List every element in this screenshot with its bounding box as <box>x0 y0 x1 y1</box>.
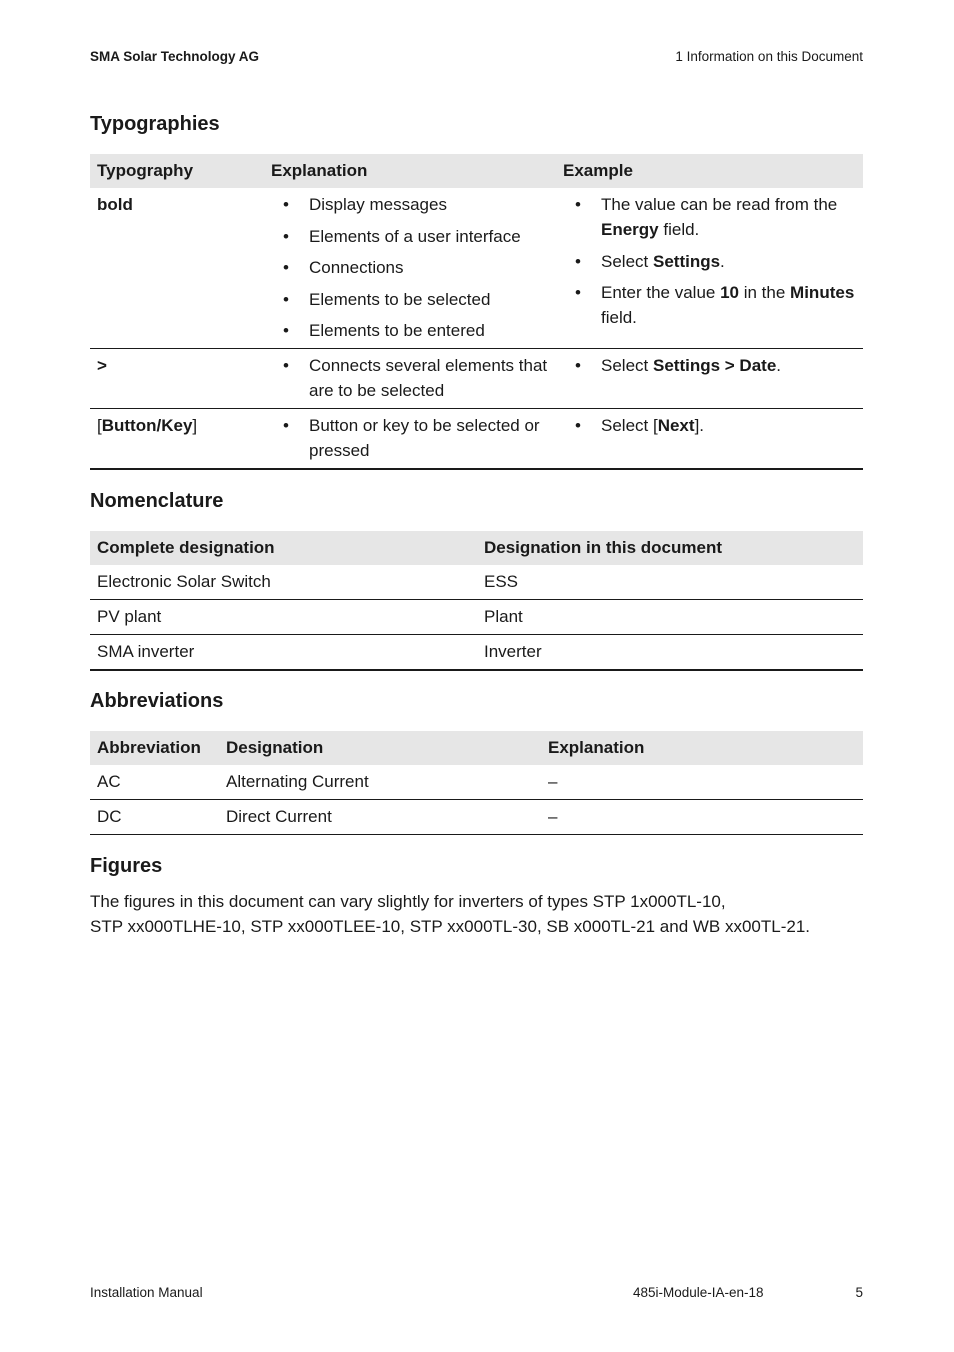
example-list <box>563 413 857 438</box>
example-text: Select [ <box>601 416 658 435</box>
example-list <box>563 353 857 378</box>
example-list <box>563 192 857 330</box>
example-text: field. <box>658 220 700 239</box>
typography-bold: Button/Key <box>101 416 193 435</box>
typography-cell <box>90 349 264 409</box>
header-section: 1 Information on this Document <box>675 49 863 64</box>
table-cell: Plant <box>477 600 863 635</box>
list-item <box>563 353 857 378</box>
list-item: • Button or key to be selected or pressed <box>271 413 550 463</box>
table-row <box>90 409 863 470</box>
table-cell: Direct Current <box>219 800 541 835</box>
table-cell: – <box>541 800 863 835</box>
table-cell: PV plant <box>90 600 477 635</box>
explanation-list <box>271 413 550 463</box>
abbreviations-heading: Abbreviations <box>90 690 224 712</box>
typography-text: [ <box>97 416 102 435</box>
typography-text: ] <box>192 416 198 435</box>
list-item <box>563 192 857 242</box>
example-cell <box>556 188 863 349</box>
table-row <box>90 635 863 671</box>
example-bold: 10 <box>720 283 739 302</box>
example-cell <box>556 409 863 470</box>
column-header-explanation: Explanation <box>541 731 863 765</box>
table-row <box>90 188 863 349</box>
column-header-complete-designation: Complete designation <box>90 531 477 565</box>
figures-line-1: The figures in this document can vary slightly for inverters of types STP 1x000TL-10, <box>90 892 726 911</box>
table-cell: Alternating Current <box>219 765 541 800</box>
table-row <box>90 765 863 800</box>
nomenclature-table <box>90 531 863 671</box>
list-item: • Elements to be selected <box>271 287 550 312</box>
example-text: Select <box>601 356 653 375</box>
table-cell: DC <box>90 800 219 835</box>
table-row <box>90 565 863 600</box>
example-bold: Next <box>657 416 695 435</box>
typography-bold: bold <box>97 195 133 214</box>
list-item: • Elements of a user interface <box>271 224 550 249</box>
example-text: The value can be read from the <box>601 195 838 214</box>
example-text: field. <box>601 308 637 327</box>
list-item: • Connections <box>271 255 550 280</box>
footer-document-code: 485i-Module-IA-en-18 <box>633 1285 764 1300</box>
list-item <box>563 249 857 274</box>
explanation-cell <box>264 188 556 349</box>
table-cell: AC <box>90 765 219 800</box>
column-header-document-designation: Designation in this document <box>477 531 863 565</box>
table-header-row <box>90 154 863 188</box>
table-row <box>90 600 863 635</box>
page-number: 5 <box>855 1285 863 1300</box>
table-header-row <box>90 531 863 565</box>
abbreviations-table <box>90 731 863 835</box>
typographies-table <box>90 154 863 470</box>
list-item: • Display messages <box>271 192 550 217</box>
header-company: SMA Solar Technology AG <box>90 49 260 64</box>
example-bold: Settings <box>652 251 721 271</box>
table-cell: SMA inverter <box>90 635 477 671</box>
typography-cell <box>90 409 264 470</box>
table-cell: – <box>541 765 863 800</box>
table-cell: Electronic Solar Switch <box>90 565 477 600</box>
list-item <box>563 413 857 438</box>
table-header-row <box>90 731 863 765</box>
example-text: Select <box>601 251 653 271</box>
column-header-example: Example <box>556 154 863 188</box>
typography-gt: > <box>97 356 107 375</box>
example-text: Enter the value <box>601 283 721 302</box>
column-header-abbreviation: Abbreviation <box>90 731 219 765</box>
table-row <box>90 349 863 409</box>
list-item <box>563 280 857 330</box>
list-item: • Connects several elements that are to be selected <box>271 353 550 403</box>
list-item: • Elements to be entered <box>271 318 550 343</box>
figures-line-2: STP xx000TLHE-10, STP xx000TLEE-10, STP xx000TL-30, SB x000TL-21 and WB xx00TL-21. <box>90 917 811 936</box>
example-bold: Energy <box>601 220 659 239</box>
example-bold: Minutes <box>790 283 855 302</box>
explanation-list <box>271 192 550 343</box>
typographies-heading: Typographies <box>90 113 220 135</box>
explanation-cell <box>264 409 556 470</box>
footer-document-title: Installation Manual <box>90 1285 203 1300</box>
example-cell <box>556 349 863 409</box>
example-text: in the <box>739 283 791 302</box>
example-text: . <box>776 356 782 375</box>
table-cell: ESS <box>477 565 863 600</box>
table-cell: Inverter <box>477 635 863 671</box>
explanation-list <box>271 353 550 403</box>
column-header-explanation: Explanation <box>264 154 556 188</box>
explanation-cell <box>264 349 556 409</box>
typography-cell <box>90 188 264 349</box>
column-header-designation: Designation <box>219 731 541 765</box>
figures-paragraph <box>90 889 865 939</box>
example-bold: Settings > Date <box>652 356 777 375</box>
figures-heading: Figures <box>90 855 163 877</box>
table-row <box>90 800 863 835</box>
column-header-typography: Typography <box>90 154 264 188</box>
example-text: . <box>720 251 725 271</box>
nomenclature-heading: Nomenclature <box>90 490 224 512</box>
example-text: ]. <box>694 416 705 435</box>
